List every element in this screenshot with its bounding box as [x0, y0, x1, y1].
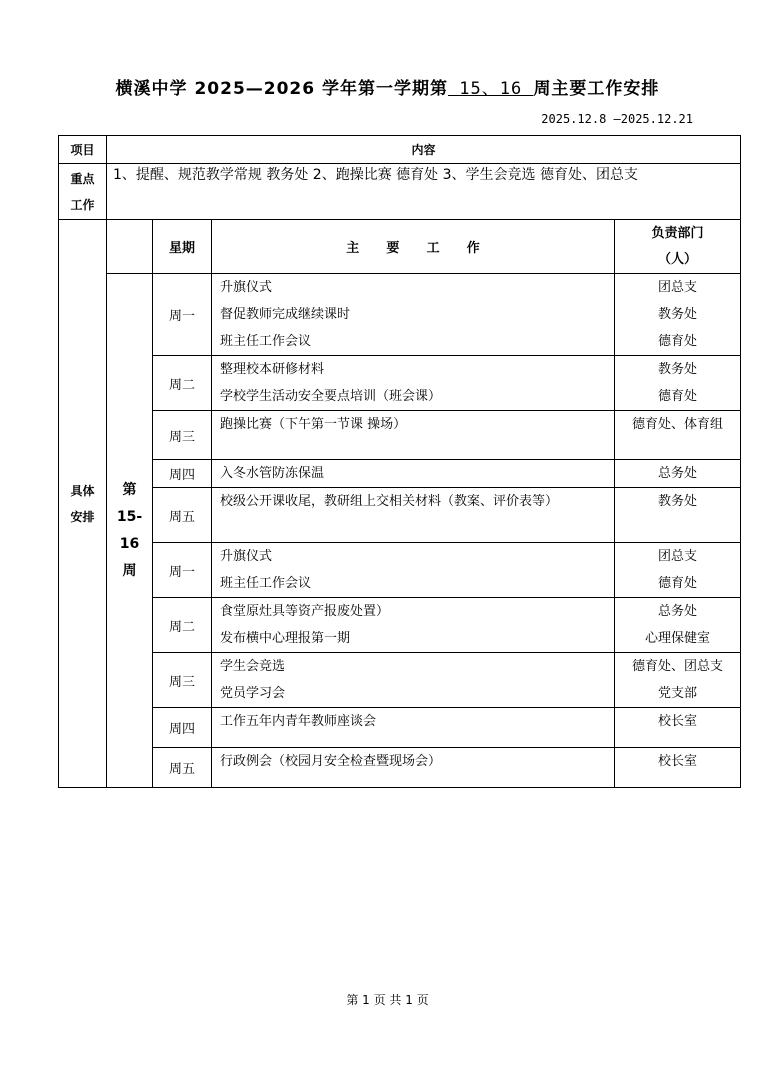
- day-cell: 周四: [153, 708, 212, 748]
- dept-item: 德育处、体育组: [632, 417, 724, 432]
- day-cell: 周一: [153, 274, 212, 356]
- day-cell: 周五: [153, 748, 212, 788]
- dept-cell: [615, 274, 741, 356]
- schedule-row: [59, 356, 741, 411]
- header-row: [59, 136, 741, 164]
- work-cell: [212, 708, 615, 748]
- work-item: 班主任工作会议: [220, 334, 312, 349]
- dept-cell: [615, 411, 741, 460]
- col-dept-header: [615, 220, 741, 274]
- day-cell: 周四: [153, 460, 212, 488]
- work-cell: [212, 748, 615, 788]
- schedule-label-line2: 安排: [70, 509, 95, 524]
- dept-item: 校长室: [658, 754, 698, 769]
- day-cell: 周三: [153, 653, 212, 708]
- work-item: 升旗仪式: [220, 549, 273, 564]
- work-cell: [212, 460, 615, 488]
- page-footer: 第 1 页 共 1 页: [346, 993, 429, 1007]
- week-label-line: 第: [122, 481, 137, 498]
- dept-item: 团总支: [658, 549, 698, 564]
- empty-week-header: [107, 220, 153, 274]
- week-label-line: 周: [122, 562, 137, 579]
- date-range: 2025.12.8 —2025.12.21: [541, 112, 693, 126]
- week-label: [107, 274, 153, 788]
- dept-cell: [615, 653, 741, 708]
- work-cell: [212, 598, 615, 653]
- work-item: 升旗仪式: [220, 280, 273, 295]
- dept-item: 党支部: [658, 686, 698, 701]
- work-cell: [212, 274, 615, 356]
- work-item: 发布横中心理报第一期: [220, 631, 351, 646]
- title-suffix: 周主要工作安排: [533, 79, 660, 99]
- col-work-header: 主 要 工 作: [212, 220, 615, 274]
- schedule-row: [59, 708, 741, 748]
- work-item: 行政例会（校园月安全检查暨现场会）: [220, 754, 442, 769]
- work-cell: [212, 411, 615, 460]
- document-title: [0, 74, 775, 99]
- schedule-row: [59, 460, 741, 488]
- dept-cell: [615, 748, 741, 788]
- dept-item: 教务处: [658, 307, 698, 322]
- work-item: 党员学习会: [220, 686, 286, 701]
- dept-item: 校长室: [658, 714, 698, 729]
- dept-item: 德育处、团总支: [632, 659, 724, 674]
- dept-item: 总务处: [658, 604, 698, 619]
- dept-item: 德育处: [658, 576, 698, 591]
- work-item: 班主任工作会议: [220, 576, 312, 591]
- schedule-row: [59, 543, 741, 598]
- col-day-header: 星期: [153, 220, 212, 274]
- week-label-line: 16: [119, 535, 140, 552]
- header-content: 内容: [107, 136, 741, 164]
- work-item: 工作五年内青年教师座谈会: [220, 714, 377, 729]
- dept-item: 德育处: [658, 334, 698, 349]
- day-cell: 周三: [153, 411, 212, 460]
- dept-cell: [615, 488, 741, 543]
- work-cell: [212, 488, 615, 543]
- work-item: 校级公开课收尾，教研组上交相关材料（教案、评价表等）: [220, 494, 559, 509]
- dept-cell: [615, 598, 741, 653]
- day-cell: 周二: [153, 598, 212, 653]
- schedule-label-line1: 具体: [70, 483, 95, 498]
- work-cell: [212, 356, 615, 411]
- week-label-line: 15-: [116, 508, 143, 525]
- focus-row: [59, 164, 741, 220]
- title-prefix: 横溪中学 2025—2026 学年第一学期第: [115, 79, 449, 99]
- work-cell: [212, 543, 615, 598]
- work-item: 督促教师完成继续课时: [220, 307, 351, 322]
- schedule-header-row: [59, 220, 741, 274]
- work-item: 整理校本研修材料: [220, 362, 325, 377]
- focus-label-line1: 重点: [70, 171, 95, 186]
- schedule-row: [59, 488, 741, 543]
- schedule-row: [59, 598, 741, 653]
- work-item: 学生会竞选: [220, 659, 286, 674]
- focus-text: 1、提醒、规范教学常规 教务处 2、跑操比赛 德育处 3、学生会竞选 德育处、团总支: [107, 164, 741, 220]
- dept-cell: [615, 356, 741, 411]
- work-item: 食堂原灶具等资产报废处置）: [220, 604, 390, 619]
- schedule-table: [58, 135, 741, 788]
- dept-item: 团总支: [658, 280, 698, 295]
- work-cell: [212, 653, 615, 708]
- focus-label: [59, 164, 107, 220]
- schedule-row: [59, 274, 741, 356]
- dept-item: 总务处: [658, 466, 698, 481]
- dept-cell: [615, 708, 741, 748]
- col-dept-header-line1: 负责部门: [651, 225, 704, 241]
- dept-item: 教务处: [658, 494, 698, 509]
- day-cell: 周二: [153, 356, 212, 411]
- dept-cell: [615, 460, 741, 488]
- schedule-row: [59, 748, 741, 788]
- schedule-label: [59, 220, 107, 788]
- dept-cell: [615, 543, 741, 598]
- work-item: 学校学生活动安全要点培训（班会课）: [220, 389, 442, 404]
- title-weeks: 15、16: [448, 79, 534, 99]
- dept-item: 德育处: [658, 389, 698, 404]
- day-cell: 周五: [153, 488, 212, 543]
- work-item: 入冬水管防冻保温: [220, 466, 325, 481]
- dept-item: 教务处: [658, 362, 698, 377]
- schedule-row: [59, 411, 741, 460]
- schedule-row: [59, 653, 741, 708]
- col-dept-header-line2: （人）: [658, 251, 698, 267]
- dept-item: 心理保健室: [645, 631, 711, 646]
- header-item: 项目: [59, 136, 107, 164]
- day-cell: 周一: [153, 543, 212, 598]
- focus-label-line2: 工作: [70, 197, 95, 212]
- work-item: 跑操比赛（下午第一节课 操场）: [220, 417, 407, 432]
